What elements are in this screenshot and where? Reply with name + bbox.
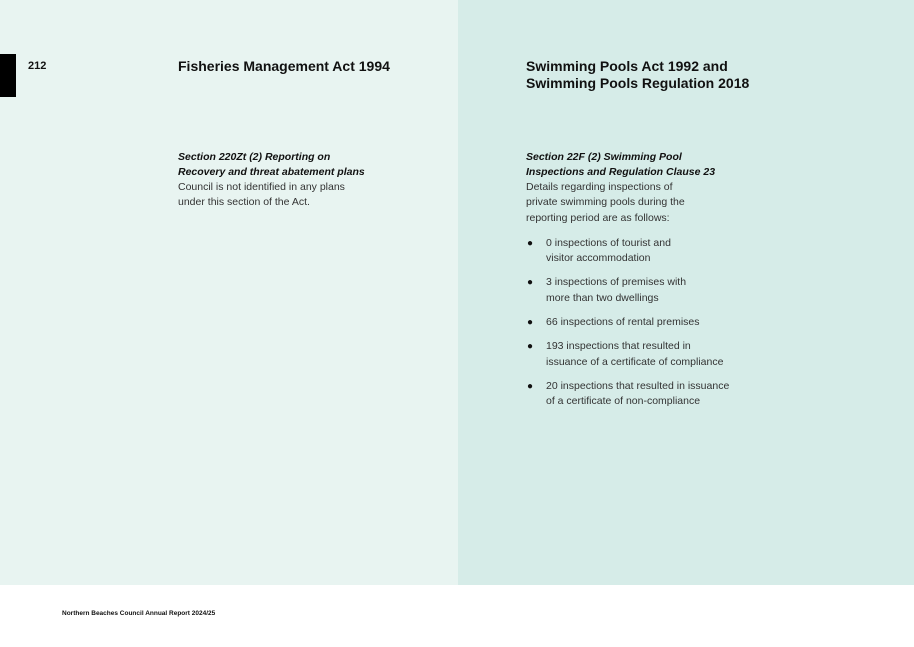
left-subheading-line: Recovery and threat abatement plans xyxy=(178,166,365,178)
bullet-icon: ● xyxy=(527,341,534,353)
left-column xyxy=(178,58,428,211)
right-subheading-line: Inspections and Regulation Clause 23 xyxy=(526,166,716,178)
list-item-line: 20 inspections that resulted in issuance xyxy=(546,379,730,392)
right-body-line: reporting period are as follows: xyxy=(526,211,670,224)
bullet-icon: ● xyxy=(527,237,534,249)
bullet-icon: ● xyxy=(527,277,534,289)
list-item-line: of a certificate of non-compliance xyxy=(546,395,701,408)
list-item-line: more than two dwellings xyxy=(546,291,659,304)
right-body-line: private swimming pools during the xyxy=(526,196,685,209)
left-body-line: Council is not identified in any plans xyxy=(178,181,345,193)
list-item-line: 193 inspections that resulted in xyxy=(546,340,691,353)
list-item-line: 66 inspections of rental premises xyxy=(546,316,700,329)
list-item-line: 3 inspections of premises with xyxy=(546,276,687,289)
bullet-icon: ● xyxy=(527,317,534,329)
page-tab-marker xyxy=(0,54,16,97)
right-body-line: Details regarding inspections of xyxy=(526,181,673,193)
list-item xyxy=(526,315,786,330)
page-number: 212 xyxy=(28,60,47,72)
right-column xyxy=(526,58,786,419)
right-subheading-line: Section 22F (2) Swimming Pool xyxy=(526,151,682,163)
left-body xyxy=(178,180,428,211)
left-body-line: under this section of the Act. xyxy=(178,196,310,209)
list-item-line: 0 inspections of tourist and xyxy=(546,236,671,249)
inspection-list xyxy=(526,236,786,410)
list-item xyxy=(526,236,786,267)
bullet-icon: ● xyxy=(527,380,534,392)
list-item-line: visitor accommodation xyxy=(546,252,651,265)
right-body xyxy=(526,180,786,226)
left-heading: Fisheries Management Act 1994 xyxy=(178,58,390,74)
right-subheading xyxy=(526,150,786,180)
list-item xyxy=(526,339,786,370)
left-subheading-line: Section 220Zt (2) Reporting on xyxy=(178,151,331,163)
left-subheading xyxy=(178,150,428,180)
right-heading-line: Swimming Pools Act 1992 and xyxy=(526,58,728,74)
list-item xyxy=(526,275,786,306)
list-item xyxy=(526,379,786,410)
right-heading-line: Swimming Pools Regulation 2018 xyxy=(526,75,750,91)
list-item-line: issuance of a certificate of compliance xyxy=(546,355,724,368)
right-heading xyxy=(526,58,786,150)
footer-report-title: Northern Beaches Council Annual Report 2024/25 xyxy=(62,610,216,617)
